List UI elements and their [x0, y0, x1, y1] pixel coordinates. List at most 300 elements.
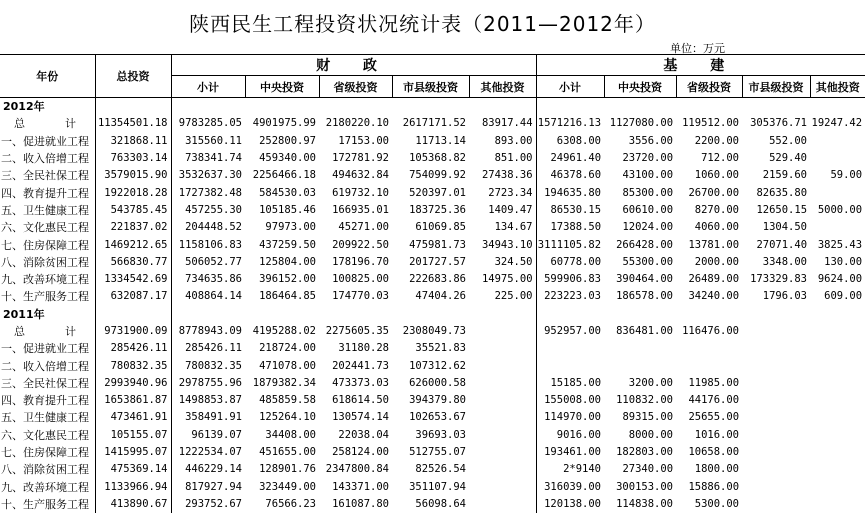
cell-value: 183725.36 — [392, 202, 469, 219]
cell-value — [810, 479, 865, 496]
cell-value: 35521.83 — [392, 340, 469, 357]
cell-value: 1922018.28 — [95, 184, 171, 201]
row-name: 九、改善环境工程 — [0, 479, 95, 496]
total-row — [0, 115, 865, 132]
cell-value: 166935.01 — [319, 202, 392, 219]
cell-value — [676, 340, 742, 357]
cell-value: 8270.00 — [676, 202, 742, 219]
cell-value: 116476.00 — [676, 323, 742, 340]
table-row — [0, 236, 865, 253]
cell-value — [742, 479, 810, 496]
cell-value: 25655.00 — [676, 409, 742, 426]
year-label: 2012年 — [0, 98, 95, 116]
table-title: 陕西民生工程投资状况统计表（2011—2012年） — [0, 8, 845, 37]
cell-value: 413890.67 — [95, 496, 171, 513]
row-name: 总 计 — [0, 115, 95, 132]
cell-value: 86530.15 — [536, 202, 604, 219]
cell-value — [469, 357, 536, 374]
header-capital-subtotal: 小计 — [536, 76, 604, 98]
cell-value: 174770.03 — [319, 288, 392, 305]
year-row — [0, 306, 865, 323]
row-name: 七、住房保障工程 — [0, 236, 95, 253]
cell-value: 266428.00 — [604, 236, 676, 253]
cell-value: 451655.00 — [245, 444, 319, 461]
cell-value — [742, 323, 810, 340]
cell-value: 59.00 — [810, 167, 865, 184]
cell-value: 186578.00 — [604, 288, 676, 305]
cell-value: 473461.91 — [95, 409, 171, 426]
cell-value: 34943.10 — [469, 236, 536, 253]
investment-table — [0, 54, 865, 513]
table-row — [0, 133, 865, 150]
cell-value: 8000.00 — [604, 427, 676, 444]
cell-value: 609.00 — [810, 288, 865, 305]
cell-value: 46378.60 — [536, 167, 604, 184]
cell-value: 1469212.65 — [95, 236, 171, 253]
table-row — [0, 461, 865, 478]
cell-value: 2000.00 — [676, 254, 742, 271]
cell-value: 851.00 — [469, 150, 536, 167]
cell-value: 471078.00 — [245, 357, 319, 374]
cell-value: 155008.00 — [536, 392, 604, 409]
cell-value: 12650.15 — [742, 202, 810, 219]
cell-value: 1222534.07 — [171, 444, 245, 461]
row-name: 五、卫生健康工程 — [0, 409, 95, 426]
cell-value: 1409.47 — [469, 202, 536, 219]
cell-value: 457255.30 — [171, 202, 245, 219]
cell-value: 3579015.90 — [95, 167, 171, 184]
cell-value: 24961.40 — [536, 150, 604, 167]
cell-value — [742, 427, 810, 444]
cell-value — [742, 357, 810, 374]
cell-value: 85300.00 — [604, 184, 676, 201]
table-body — [0, 98, 865, 513]
cell-value: 4195288.02 — [245, 323, 319, 340]
cell-value: 754099.92 — [392, 167, 469, 184]
cell-value: 529.40 — [742, 150, 810, 167]
cell-value: 14975.00 — [469, 271, 536, 288]
cell-value: 45271.00 — [319, 219, 392, 236]
cell-value: 2978755.96 — [171, 375, 245, 392]
cell-value: 2275605.35 — [319, 323, 392, 340]
cell-value: 2*9140 — [536, 461, 604, 478]
cell-value: 130.00 — [810, 254, 865, 271]
cell-value — [810, 357, 865, 374]
cell-value: 100825.00 — [319, 271, 392, 288]
cell-value: 83917.44 — [469, 115, 536, 132]
cell-value — [536, 340, 604, 357]
row-name: 一、促进就业工程 — [0, 133, 95, 150]
cell-value: 1800.00 — [676, 461, 742, 478]
cell-value — [810, 150, 865, 167]
cell-value: 321868.11 — [95, 133, 171, 150]
cell-value: 358491.91 — [171, 409, 245, 426]
cell-value: 96139.07 — [171, 427, 245, 444]
cell-value: 161087.80 — [319, 496, 392, 513]
cell-value: 3200.00 — [604, 375, 676, 392]
cell-value: 12024.00 — [604, 219, 676, 236]
row-name: 七、住房保障工程 — [0, 444, 95, 461]
cell-value: 1334542.69 — [95, 271, 171, 288]
cell-value: 27438.36 — [469, 167, 536, 184]
cell-value — [742, 461, 810, 478]
cell-value: 4901975.99 — [245, 115, 319, 132]
cell-value: 44176.00 — [676, 392, 742, 409]
cell-value: 56098.64 — [392, 496, 469, 513]
table-row — [0, 496, 865, 513]
cell-value: 1879382.34 — [245, 375, 319, 392]
cell-value: 2159.60 — [742, 167, 810, 184]
cell-value: 178196.70 — [319, 254, 392, 271]
cell-value: 27071.40 — [742, 236, 810, 253]
cell-value: 9783285.05 — [171, 115, 245, 132]
cell-value: 437259.50 — [245, 236, 319, 253]
cell-value: 61069.85 — [392, 219, 469, 236]
cell-value: 1796.03 — [742, 288, 810, 305]
table-row — [0, 254, 865, 271]
cell-value — [742, 340, 810, 357]
cell-value: 221837.02 — [95, 219, 171, 236]
cell-value: 4060.00 — [676, 219, 742, 236]
cell-value: 2256466.18 — [245, 167, 319, 184]
cell-value: 305376.71 — [742, 115, 810, 132]
cell-value: 17388.50 — [536, 219, 604, 236]
cell-value: 1133966.94 — [95, 479, 171, 496]
row-name: 十、生产服务工程 — [0, 288, 95, 305]
cell-value: 125804.00 — [245, 254, 319, 271]
cell-value: 252800.97 — [245, 133, 319, 150]
table-row — [0, 357, 865, 374]
cell-value: 31180.28 — [319, 340, 392, 357]
cell-value: 506052.77 — [171, 254, 245, 271]
cell-value: 5300.00 — [676, 496, 742, 513]
cell-value: 186464.85 — [245, 288, 319, 305]
header-total: 总投资 — [95, 55, 171, 98]
cell-value: 9624.00 — [810, 271, 865, 288]
cell-value: 218724.00 — [245, 340, 319, 357]
cell-value — [469, 392, 536, 409]
cell-value: 473373.03 — [319, 375, 392, 392]
cell-value — [810, 496, 865, 513]
table-row — [0, 444, 865, 461]
cell-value: 105368.82 — [392, 150, 469, 167]
cell-value: 2200.00 — [676, 133, 742, 150]
cell-value: 618614.50 — [319, 392, 392, 409]
cell-value: 182803.00 — [604, 444, 676, 461]
cell-value: 102653.67 — [392, 409, 469, 426]
cell-value — [469, 340, 536, 357]
cell-value: 632087.17 — [95, 288, 171, 305]
cell-value: 23720.00 — [604, 150, 676, 167]
cell-value: 105155.07 — [95, 427, 171, 444]
cell-value: 351107.94 — [392, 479, 469, 496]
table-row — [0, 409, 865, 426]
table-row — [0, 288, 865, 305]
cell-value — [810, 427, 865, 444]
cell-value — [469, 375, 536, 392]
cell-value — [604, 357, 676, 374]
cell-value: 194635.80 — [536, 184, 604, 201]
table-row — [0, 167, 865, 184]
table-row — [0, 202, 865, 219]
cell-value: 780832.35 — [95, 357, 171, 374]
cell-value: 55300.00 — [604, 254, 676, 271]
table-row — [0, 219, 865, 236]
cell-value: 201727.57 — [392, 254, 469, 271]
cell-value: 8778943.09 — [171, 323, 245, 340]
cell-value — [604, 340, 676, 357]
cell-value: 459340.00 — [245, 150, 319, 167]
cell-value: 285426.11 — [171, 340, 245, 357]
row-name: 三、全民社保工程 — [0, 375, 95, 392]
header-fiscal-provincial: 省级投资 — [319, 76, 392, 98]
cell-value: 172781.92 — [319, 150, 392, 167]
cell-value: 9016.00 — [536, 427, 604, 444]
table-row — [0, 271, 865, 288]
header-fiscal-other: 其他投资 — [469, 76, 536, 98]
header-capital: 基 建 — [536, 55, 865, 76]
cell-value: 120138.00 — [536, 496, 604, 513]
cell-value: 512755.07 — [392, 444, 469, 461]
cell-value: 114838.00 — [604, 496, 676, 513]
cell-value: 836481.00 — [604, 323, 676, 340]
cell-value: 1727382.48 — [171, 184, 245, 201]
year-label: 2011年 — [0, 306, 95, 323]
cell-value — [742, 409, 810, 426]
cell-value: 76566.23 — [245, 496, 319, 513]
cell-value: 5000.00 — [810, 202, 865, 219]
cell-value: 143371.00 — [319, 479, 392, 496]
cell-value: 119512.00 — [676, 115, 742, 132]
cell-value: 3348.00 — [742, 254, 810, 271]
cell-value: 1060.00 — [676, 167, 742, 184]
cell-value: 712.00 — [676, 150, 742, 167]
cell-value: 222683.86 — [392, 271, 469, 288]
cell-value: 315560.11 — [171, 133, 245, 150]
cell-value: 3556.00 — [604, 133, 676, 150]
cell-value: 619732.10 — [319, 184, 392, 201]
cell-value: 1304.50 — [742, 219, 810, 236]
cell-value — [742, 496, 810, 513]
table-row — [0, 184, 865, 201]
row-name: 九、改善环境工程 — [0, 271, 95, 288]
cell-value — [810, 375, 865, 392]
cell-value: 485859.58 — [245, 392, 319, 409]
cell-value: 82635.80 — [742, 184, 810, 201]
header-capital-other: 其他投资 — [810, 76, 865, 98]
row-name: 四、教育提升工程 — [0, 184, 95, 201]
cell-value: 10658.00 — [676, 444, 742, 461]
cell-value: 324.50 — [469, 254, 536, 271]
cell-value: 47404.26 — [392, 288, 469, 305]
cell-value: 130574.14 — [319, 409, 392, 426]
table-row — [0, 427, 865, 444]
cell-value: 15185.00 — [536, 375, 604, 392]
cell-value: 3825.43 — [810, 236, 865, 253]
row-name: 六、文化惠民工程 — [0, 427, 95, 444]
header-fiscal-central: 中央投资 — [245, 76, 319, 98]
cell-value: 2180220.10 — [319, 115, 392, 132]
row-name: 三、全民社保工程 — [0, 167, 95, 184]
cell-value: 780832.35 — [171, 357, 245, 374]
cell-value: 3532637.30 — [171, 167, 245, 184]
cell-value: 952957.00 — [536, 323, 604, 340]
cell-value — [810, 461, 865, 478]
cell-value: 566830.77 — [95, 254, 171, 271]
cell-value: 128901.76 — [245, 461, 319, 478]
cell-value: 1498853.87 — [171, 392, 245, 409]
cell-value: 173329.83 — [742, 271, 810, 288]
cell-value — [469, 461, 536, 478]
header-capital-central: 中央投资 — [604, 76, 676, 98]
cell-value — [810, 392, 865, 409]
cell-value: 626000.58 — [392, 375, 469, 392]
cell-value: 17153.00 — [319, 133, 392, 150]
header-capital-city-county: 市县级投资 — [742, 76, 810, 98]
cell-value: 475369.14 — [95, 461, 171, 478]
cell-value: 225.00 — [469, 288, 536, 305]
cell-value: 134.67 — [469, 219, 536, 236]
cell-value — [810, 184, 865, 201]
cell-value: 105185.46 — [245, 202, 319, 219]
cell-value: 97973.00 — [245, 219, 319, 236]
cell-value: 2723.34 — [469, 184, 536, 201]
cell-value — [810, 444, 865, 461]
unit-label: 单位：万元 — [670, 40, 725, 56]
cell-value: 258124.00 — [319, 444, 392, 461]
cell-value — [742, 392, 810, 409]
row-name: 八、消除贫困工程 — [0, 461, 95, 478]
cell-value — [742, 444, 810, 461]
cell-value — [810, 340, 865, 357]
row-name: 一、促进就业工程 — [0, 340, 95, 357]
cell-value: 738341.74 — [171, 150, 245, 167]
cell-value: 19247.42 — [810, 115, 865, 132]
cell-value — [810, 133, 865, 150]
cell-value: 209922.50 — [319, 236, 392, 253]
cell-value: 2308049.73 — [392, 323, 469, 340]
cell-value — [469, 323, 536, 340]
cell-value — [810, 409, 865, 426]
cell-value: 39693.03 — [392, 427, 469, 444]
row-name: 六、文化惠民工程 — [0, 219, 95, 236]
cell-value: 293752.67 — [171, 496, 245, 513]
table-row — [0, 340, 865, 357]
cell-value: 2347800.84 — [319, 461, 392, 478]
cell-value: 1653861.87 — [95, 392, 171, 409]
cell-value: 110832.00 — [604, 392, 676, 409]
cell-value: 893.00 — [469, 133, 536, 150]
cell-value: 408864.14 — [171, 288, 245, 305]
cell-value: 396152.00 — [245, 271, 319, 288]
cell-value — [469, 427, 536, 444]
cell-value: 390464.00 — [604, 271, 676, 288]
cell-value: 1415995.07 — [95, 444, 171, 461]
cell-value: 27340.00 — [604, 461, 676, 478]
cell-value — [676, 357, 742, 374]
cell-value: 9731900.09 — [95, 323, 171, 340]
cell-value: 285426.11 — [95, 340, 171, 357]
cell-value: 60778.00 — [536, 254, 604, 271]
cell-value: 2993940.96 — [95, 375, 171, 392]
cell-value: 316039.00 — [536, 479, 604, 496]
cell-value: 599906.83 — [536, 271, 604, 288]
cell-value: 223223.03 — [536, 288, 604, 305]
cell-value: 22038.04 — [319, 427, 392, 444]
cell-value: 13781.00 — [676, 236, 742, 253]
cell-value: 11354501.18 — [95, 115, 171, 132]
table-row — [0, 392, 865, 409]
cell-value: 15886.00 — [676, 479, 742, 496]
cell-value: 11985.00 — [676, 375, 742, 392]
cell-value: 11713.14 — [392, 133, 469, 150]
cell-value: 1571216.13 — [536, 115, 604, 132]
cell-value: 475981.73 — [392, 236, 469, 253]
cell-value: 3111105.82 — [536, 236, 604, 253]
table-row — [0, 375, 865, 392]
cell-value — [469, 444, 536, 461]
year-row — [0, 98, 865, 116]
cell-value: 26489.00 — [676, 271, 742, 288]
cell-value — [810, 219, 865, 236]
cell-value: 817927.94 — [171, 479, 245, 496]
row-name: 五、卫生健康工程 — [0, 202, 95, 219]
header-year: 年份 — [0, 55, 95, 98]
row-name: 十、生产服务工程 — [0, 496, 95, 513]
cell-value: 446229.14 — [171, 461, 245, 478]
cell-value: 300153.00 — [604, 479, 676, 496]
cell-value: 543785.45 — [95, 202, 171, 219]
cell-value: 82526.54 — [392, 461, 469, 478]
cell-value: 494632.84 — [319, 167, 392, 184]
cell-value: 204448.52 — [171, 219, 245, 236]
cell-value: 34408.00 — [245, 427, 319, 444]
row-name: 八、消除贫困工程 — [0, 254, 95, 271]
cell-value: 1158106.83 — [171, 236, 245, 253]
cell-value: 89315.00 — [604, 409, 676, 426]
header-fiscal: 财 政 — [171, 55, 536, 76]
header-capital-provincial: 省级投资 — [676, 76, 742, 98]
row-name: 总 计 — [0, 323, 95, 340]
cell-value: 43100.00 — [604, 167, 676, 184]
cell-value: 125264.10 — [245, 409, 319, 426]
row-name: 二、收入倍增工程 — [0, 357, 95, 374]
cell-value — [536, 357, 604, 374]
header-fiscal-city-county: 市县级投资 — [392, 76, 469, 98]
cell-value: 26700.00 — [676, 184, 742, 201]
table-row — [0, 150, 865, 167]
row-name: 二、收入倍增工程 — [0, 150, 95, 167]
cell-value: 34240.00 — [676, 288, 742, 305]
cell-value: 114970.00 — [536, 409, 604, 426]
cell-value — [469, 409, 536, 426]
cell-value: 6308.00 — [536, 133, 604, 150]
cell-value: 763303.14 — [95, 150, 171, 167]
cell-value — [469, 479, 536, 496]
total-row — [0, 323, 865, 340]
cell-value: 584530.03 — [245, 184, 319, 201]
row-name: 四、教育提升工程 — [0, 392, 95, 409]
cell-value: 107312.62 — [392, 357, 469, 374]
cell-value: 394379.80 — [392, 392, 469, 409]
cell-value — [469, 496, 536, 513]
cell-value: 1127080.00 — [604, 115, 676, 132]
cell-value: 60610.00 — [604, 202, 676, 219]
cell-value: 193461.00 — [536, 444, 604, 461]
cell-value: 1016.00 — [676, 427, 742, 444]
cell-value: 2617171.52 — [392, 115, 469, 132]
cell-value: 552.00 — [742, 133, 810, 150]
